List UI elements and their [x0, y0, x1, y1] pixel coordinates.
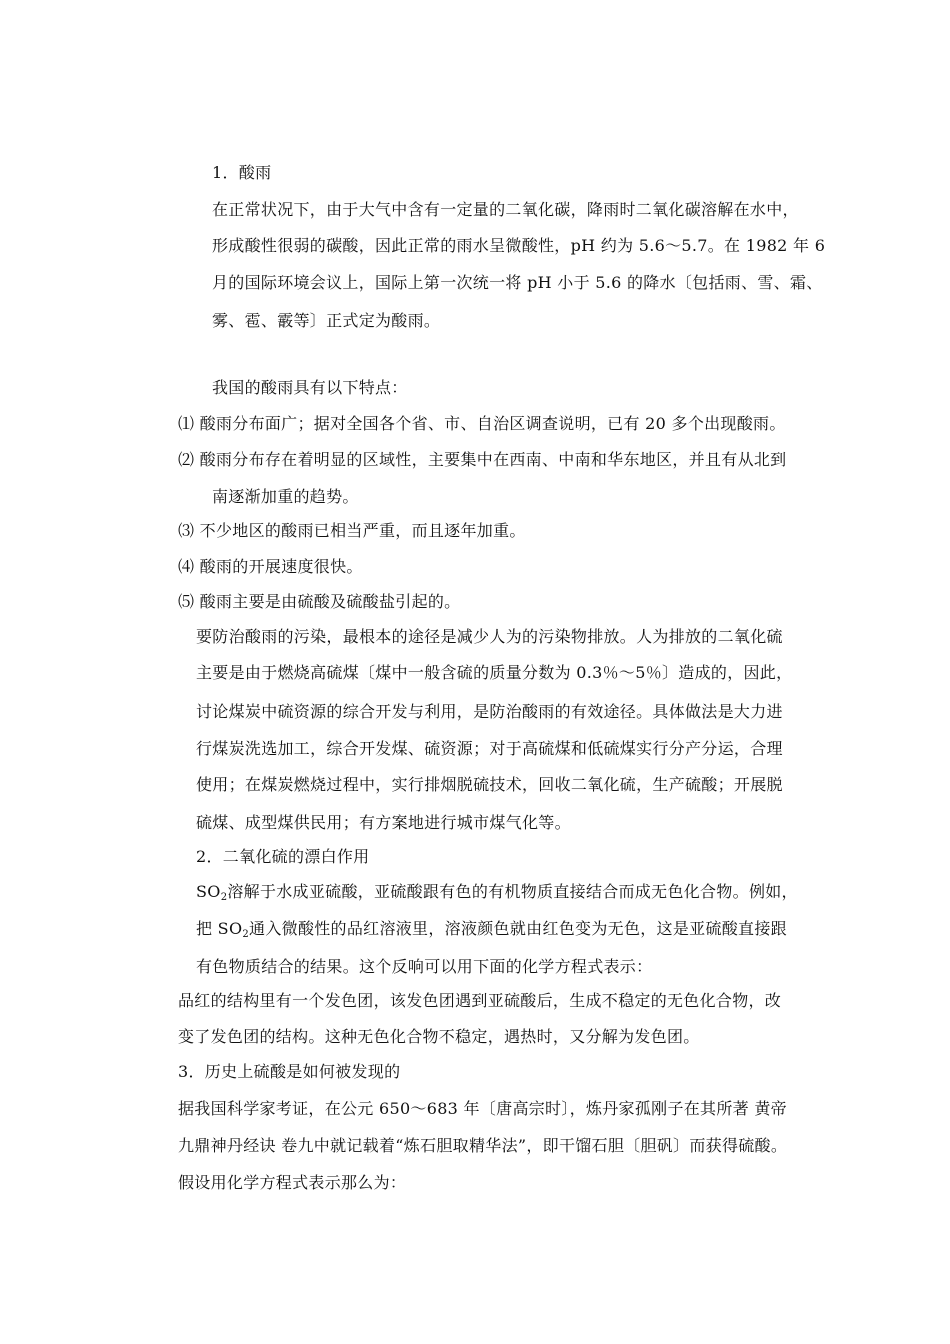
paragraph-line: 形成酸性很弱的碳酸，因此正常的雨水呈微酸性，pH 约为 5.6～5.7。在 1982 年 6	[212, 236, 826, 255]
features-intro: 我国的酸雨具有以下特点：	[212, 378, 408, 397]
paragraph-line: $SO_2$溶解于水成亚硫酸，亚硫酸跟有色的有机物质直接结合而成无色化合物。例如，	[196, 882, 798, 903]
feature-item: ⑴ 酸雨分布面广；据对全国各个省、市、自治区调查说明，已有 20 多个出现酸雨。	[178, 414, 786, 433]
section-heading-bleaching: 2．二氧化硫的漂白作用	[196, 847, 370, 866]
paragraph-line: 行煤炭洗选加工，综合开发煤、硫资源；对于高硫煤和低硫煤实行分产分运，合理	[196, 739, 783, 758]
paragraph-line: 硫煤、成型煤供民用；有方案地进行城市煤气化等。	[196, 813, 571, 832]
feature-item-continuation: 南逐渐加重的趋势。	[212, 487, 359, 506]
feature-item: ⑶ 不少地区的酸雨已相当严重，而且逐年加重。	[178, 521, 526, 540]
paragraph-line: 雾、雹、霰等〕正式定为酸雨。	[212, 311, 441, 330]
paragraph-line: 月的国际环境会议上，国际上第一次统一将 pH 小于 5.6 的降水〔包括雨、雪、霜、	[212, 273, 823, 292]
formula-so2: $SO_2$	[196, 882, 228, 903]
paragraph-line: 讨论煤炭中硫资源的综合开发与利用，是防治酸雨的有效途径。具体做法是大力进	[196, 702, 783, 721]
paragraph-line: 把 $SO_2$通入微酸性的品红溶液里，溶液颜色就由红色变为无色，这是亚硫酸直接跟	[196, 919, 787, 940]
paragraph-line: 主要是由于燃烧高硫煤〔煤中一般含硫的质量分数为 0.3％～5％〕造成的，因此，	[196, 663, 793, 682]
paragraph-line: 九鼎神丹经诀 卷九中就记载着“炼石胆取精华法”，即干馏石胆〔胆矾〕而获得硫酸。	[178, 1136, 788, 1155]
section-heading-acid-rain: 1．酸雨	[212, 163, 272, 182]
paragraph-line: 品红的结构里有一个发色团，该发色团遇到亚硫酸后，生成不稳定的无色化合物，改	[178, 991, 782, 1010]
section-heading-sulfuric-acid-history: 3．历史上硫酸是如何被发现的	[178, 1062, 401, 1081]
paragraph-line: 有色物质结合的结果。这个反响可以用下面的化学方程式表示：	[196, 957, 653, 976]
paragraph-line: 使用；在煤炭燃烧过程中，实行排烟脱硫技术，回收二氧化硫，生产硫酸；开展脱	[196, 775, 783, 794]
feature-item: ⑷ 酸雨的开展速度很快。	[178, 557, 363, 576]
formula-so2: 把 $SO_2$	[196, 919, 250, 940]
paragraph-line: 要防治酸雨的污染，最根本的途径是减少人为的污染物排放。人为排放的二氧化硫	[196, 627, 783, 646]
paragraph-line: 据我国科学家考证，在公元 650～683 年〔唐高宗时〕，炼丹家孤刚子在其所著 黄帝	[178, 1099, 787, 1118]
paragraph-line: 在正常状况下，由于大气中含有一定量的二氧化碳，降雨时二氧化碳溶解在水中，	[212, 200, 799, 219]
feature-item: ⑸ 酸雨主要是由硫酸及硫酸盐引起的。	[178, 592, 461, 611]
feature-item: ⑵ 酸雨分布存在着明显的区域性，主要集中在西南、中南和华东地区，并且有从北到	[178, 450, 787, 469]
paragraph-line: 假设用化学方程式表示那么为：	[178, 1173, 407, 1192]
paragraph-line: 变了发色团的结构。这种无色化合物不稳定，遇热时，又分解为发色团。	[178, 1027, 700, 1046]
